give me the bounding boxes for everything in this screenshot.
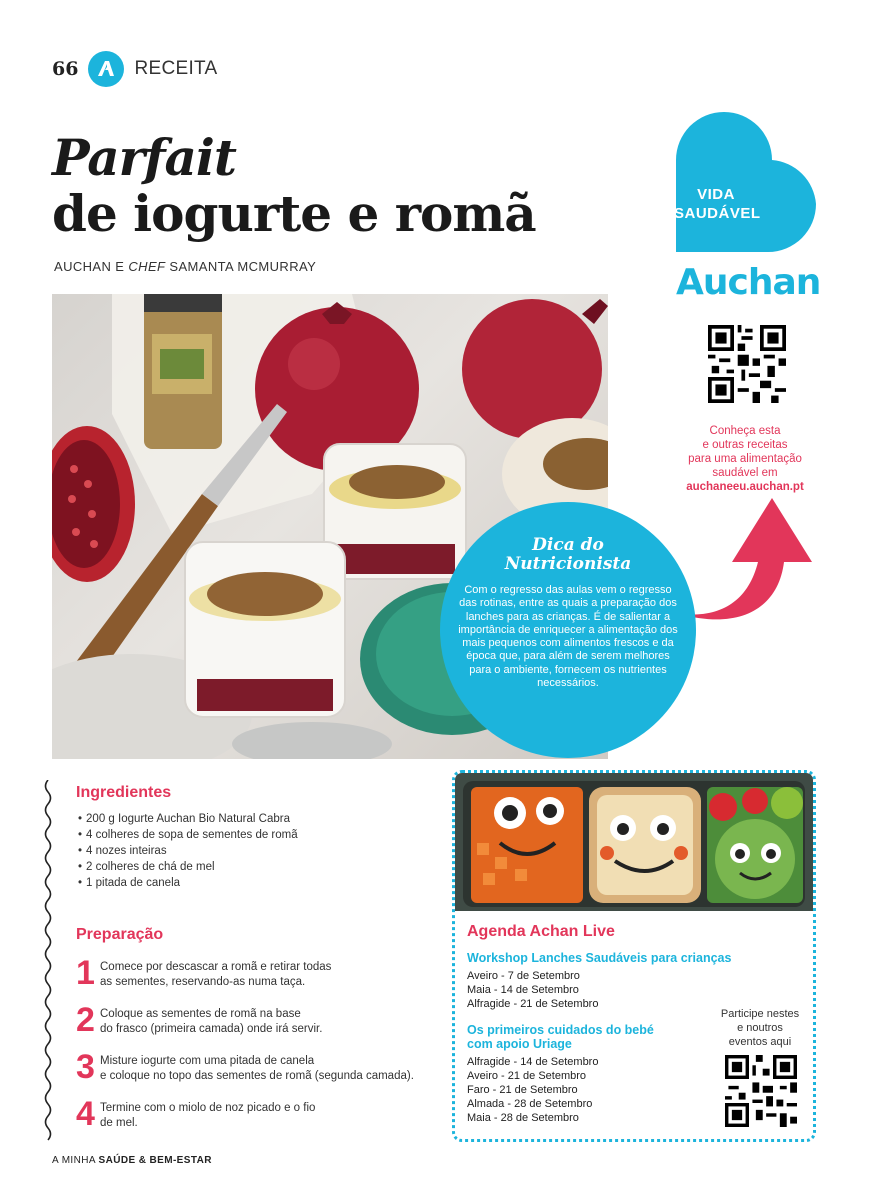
list-item: • 200 g Iogurte Auchan Bio Natural Cabra [78, 811, 298, 827]
step-line: Misture iogurte com uma pitada de canela [100, 1055, 315, 1067]
step-line: de mel. [100, 1117, 138, 1129]
byline-prefix: AUCHAN E [54, 259, 129, 274]
list-item: Aveiro - 7 de Setembro [467, 970, 580, 982]
list-item: • 2 colheres de chá de mel [78, 859, 298, 875]
vida-saudavel-badge [674, 185, 761, 223]
list-item: • 1 pitada de canela [78, 875, 298, 891]
agenda-cta [711, 1007, 809, 1049]
recipe-title-line2: de iogurte e romã [52, 184, 536, 243]
preparation-heading: Preparação [76, 926, 164, 943]
page-number: 66 [52, 58, 79, 80]
agenda-cta-line: eventos aqui [728, 1036, 792, 1048]
step-number: 1 [76, 954, 95, 992]
preparation-step [76, 1095, 460, 1133]
event2-dates [467, 1055, 598, 1125]
ingredients-list [78, 811, 298, 891]
list-item: Almada - 28 de Setembro [467, 1098, 593, 1110]
section-label: RECEITA [134, 58, 218, 79]
promo-line: e outras receitas [702, 439, 788, 451]
promo-line: Conheça esta [709, 425, 781, 437]
step-number: 4 [76, 1095, 95, 1133]
promo-line: para uma alimentação [688, 453, 802, 465]
event2-title-line2: com apoio Uriage [467, 1037, 572, 1051]
qr-code-icon[interactable] [708, 325, 786, 403]
recipe-title [52, 130, 572, 242]
list-item: Aveiro - 21 de Setembro [467, 1070, 587, 1082]
vida-saudavel-heart-icon [674, 110, 816, 252]
promo-line: saudável em [712, 467, 778, 479]
event1-title: Workshop Lanches Saudáveis para crianças [467, 951, 732, 965]
event2-title [467, 1023, 654, 1051]
list-item: Maia - 14 de Setembro [467, 984, 579, 996]
footer-prefix: A MINHA [52, 1155, 99, 1166]
qr-code-icon[interactable] [725, 1055, 797, 1127]
promo-url-link[interactable]: auchaneeu.auchan.pt [686, 481, 804, 493]
tip-title-line1: Dica do [532, 535, 604, 555]
badge-line2: SAUDÁVEL [674, 205, 761, 222]
nutritionist-tip [440, 502, 696, 758]
recipe-title-line1: Parfait [52, 128, 236, 187]
footer-title: SAÚDE & BEM-ESTAR [98, 1155, 212, 1166]
agenda-box [452, 770, 816, 1142]
agenda-cta-line: Participe nestes [720, 1008, 800, 1020]
list-item: • 4 colheres de sopa de sementes de romã [78, 827, 298, 843]
ingredients-heading: Ingredientes [76, 784, 172, 801]
step-text [100, 1051, 460, 1084]
agenda-title: Agenda Achan Live [467, 923, 615, 940]
step-text [100, 957, 460, 990]
wavy-divider [42, 780, 54, 1142]
step-line: e coloque no topo das sementes de romã (segunda camada). [100, 1070, 414, 1082]
byline-chef: CHEF [128, 259, 166, 274]
preparation-step [76, 1001, 460, 1039]
event2-title-line1: Os primeiros cuidados do bebé [467, 1023, 654, 1037]
byline-name: SAMANTA MCMURRAY [165, 259, 317, 274]
auchan-logo: Auchan [676, 262, 821, 303]
recipe-byline [54, 259, 316, 274]
list-item: Alfragide - 14 de Setembro [467, 1056, 599, 1068]
step-number: 2 [76, 1001, 95, 1039]
auchan-bird-icon [88, 51, 124, 87]
magazine-footer [52, 1155, 212, 1166]
step-line: do frasco (primeira camada) onde irá servir. [100, 1023, 323, 1035]
step-line: Coloque as sementes de romã na base [100, 1008, 301, 1020]
event1-dates [467, 969, 598, 1011]
list-item: Alfragide - 21 de Setembro [467, 998, 599, 1010]
agenda-cta-line: e noutros [737, 1022, 783, 1034]
tip-title [440, 536, 696, 574]
step-line: Termine com o miolo de noz picado e o fio [100, 1102, 316, 1114]
bento-lunchbox-photo [455, 773, 813, 911]
tip-body: Com o regresso das aulas vem o regresso das rotinas, entre as quais a preparação dos lanches para as crianças. É de salientar a importância de enriquecer a alimentação dos mais pequenos com alimentos frescos e da época que, para além de serem melhores para o ambiente, fornecem os nutrientes necessários. [458, 584, 678, 690]
list-item: Maia - 28 de Setembro [467, 1112, 579, 1124]
page-header [52, 50, 218, 88]
tip-title-line2: Nutricionista [504, 554, 632, 574]
step-text [100, 1004, 460, 1037]
badge-line1: VIDA [697, 186, 735, 203]
step-number: 3 [76, 1048, 95, 1086]
preparation-step [76, 954, 460, 992]
step-line: Comece por descascar a romã e retirar todas [100, 961, 332, 973]
promo-text [670, 424, 820, 494]
list-item: Faro - 21 de Setembro [467, 1084, 578, 1096]
step-line: as sementes, reservando-as numa taça. [100, 976, 306, 988]
preparation-step [76, 1048, 460, 1086]
step-text [100, 1098, 460, 1131]
list-item: • 4 nozes inteiras [78, 843, 298, 859]
